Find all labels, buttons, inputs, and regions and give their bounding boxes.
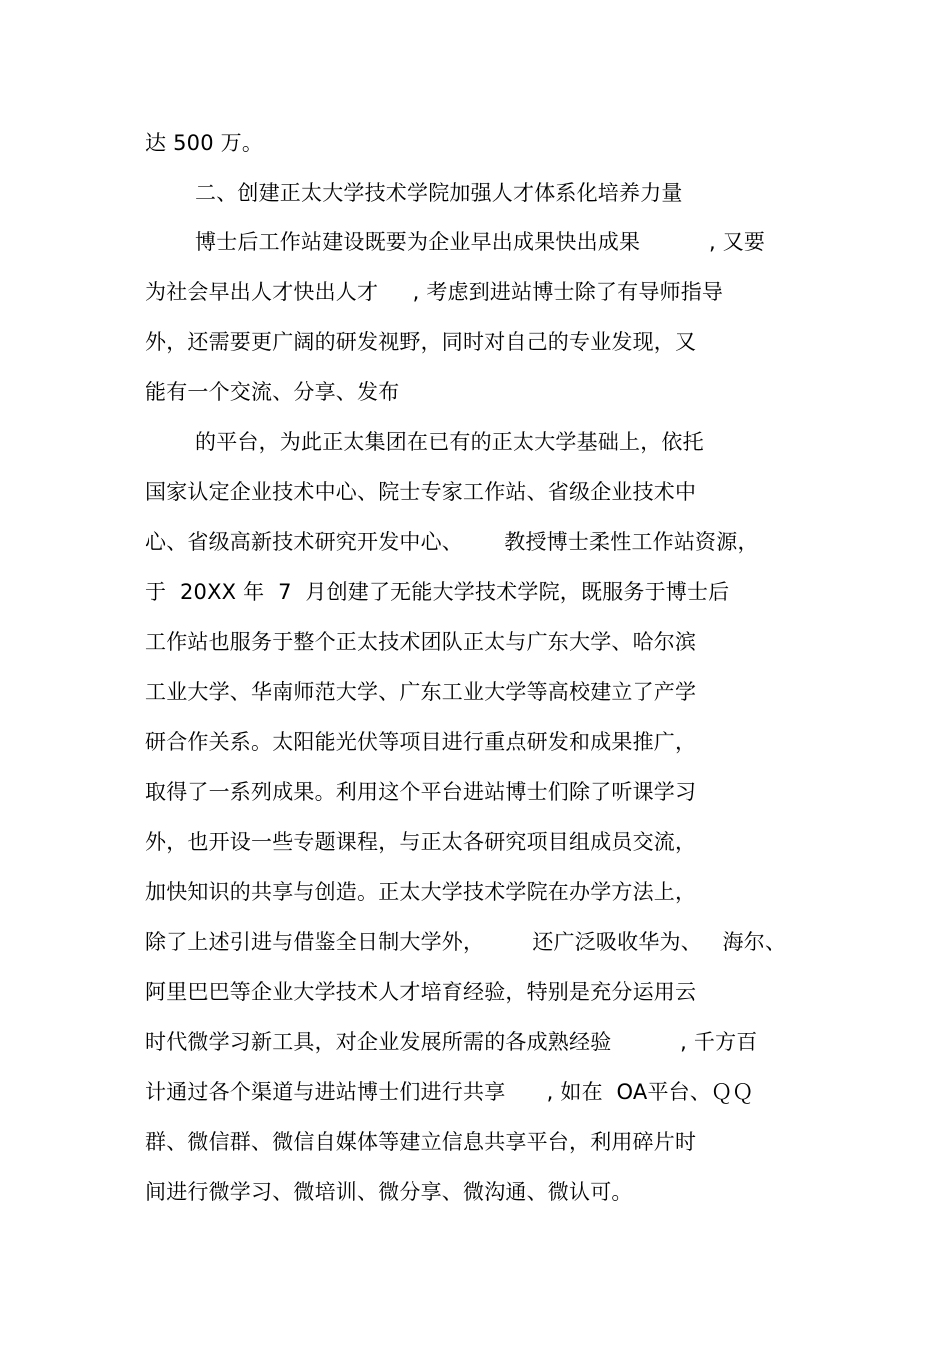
text-line: 博士后工作站建设既要为企业早出成果快出成果 , 又要 xyxy=(195,230,766,254)
text-line: 取得了一系列成果。利用这个平台进站博士们除了听课学习 xyxy=(145,780,697,804)
text-line: 工作站也服务于整个正太技术团队正太与广东大学、哈尔滨 xyxy=(145,630,697,654)
text-line: 间进行微学习、微培训、微分享、微沟通、微认可。 xyxy=(145,1180,633,1204)
section-heading: 二、创建正太大学技术学院加强人才体系化培养力量 xyxy=(195,181,683,205)
text-line: 能有一个交流、分享、发布 xyxy=(145,380,400,404)
text-line: 工业大学、华南师范大学、广东工业大学等高校建立了产学 xyxy=(145,680,697,704)
text-line: 的平台，为此正太集团在已有的正太大学基础上，依托 xyxy=(195,430,704,454)
text-line: 国家认定企业技术中心、院士专家工作站、省级企业技术中 xyxy=(145,480,697,504)
text-line: 时代微学习新工具，对企业发展所需的各成熟经验 , 千方百 xyxy=(145,1030,758,1054)
text-line: 达 500 万。 xyxy=(145,131,264,155)
text-line: 外，也开设一些专题课程，与正太各研究项目组成员交流， xyxy=(145,830,697,854)
text-line: 外，还需要更广阔的研发视野，同时对自己的专业发现，又 xyxy=(145,330,697,354)
text-line: 心、省级高新技术研究开发中心、 教授博士柔性工作站资源， xyxy=(145,530,759,554)
text-line: 阿里巴巴等企业大学技术人才培育经验，特别是充分运用云 xyxy=(145,980,697,1004)
text-line: 加快知识的共享与创造。正太大学技术学院在办学方法上， xyxy=(145,880,697,904)
text-line: 除了上述引进与借鉴全日制大学外， 还广泛吸收华为、 海尔、 xyxy=(145,930,787,954)
text-line: 于 20XX 年 7 月创建了无能大学技术学院，既服务于博士后 xyxy=(145,580,730,604)
text-line: 为社会早出人才快出人才 , 考虑到进站博士除了有导师指导 xyxy=(145,280,724,304)
text-line: 研合作关系。太阳能光伏等项目进行重点研发和成果推广， xyxy=(145,730,697,754)
text-line: 群、微信群、微信自媒体等建立信息共享平台，利用碎片时 xyxy=(145,1130,697,1154)
text-line: 计通过各个渠道与进站博士们进行共享 , 如在 OA平台、ＱＱ xyxy=(145,1080,754,1104)
